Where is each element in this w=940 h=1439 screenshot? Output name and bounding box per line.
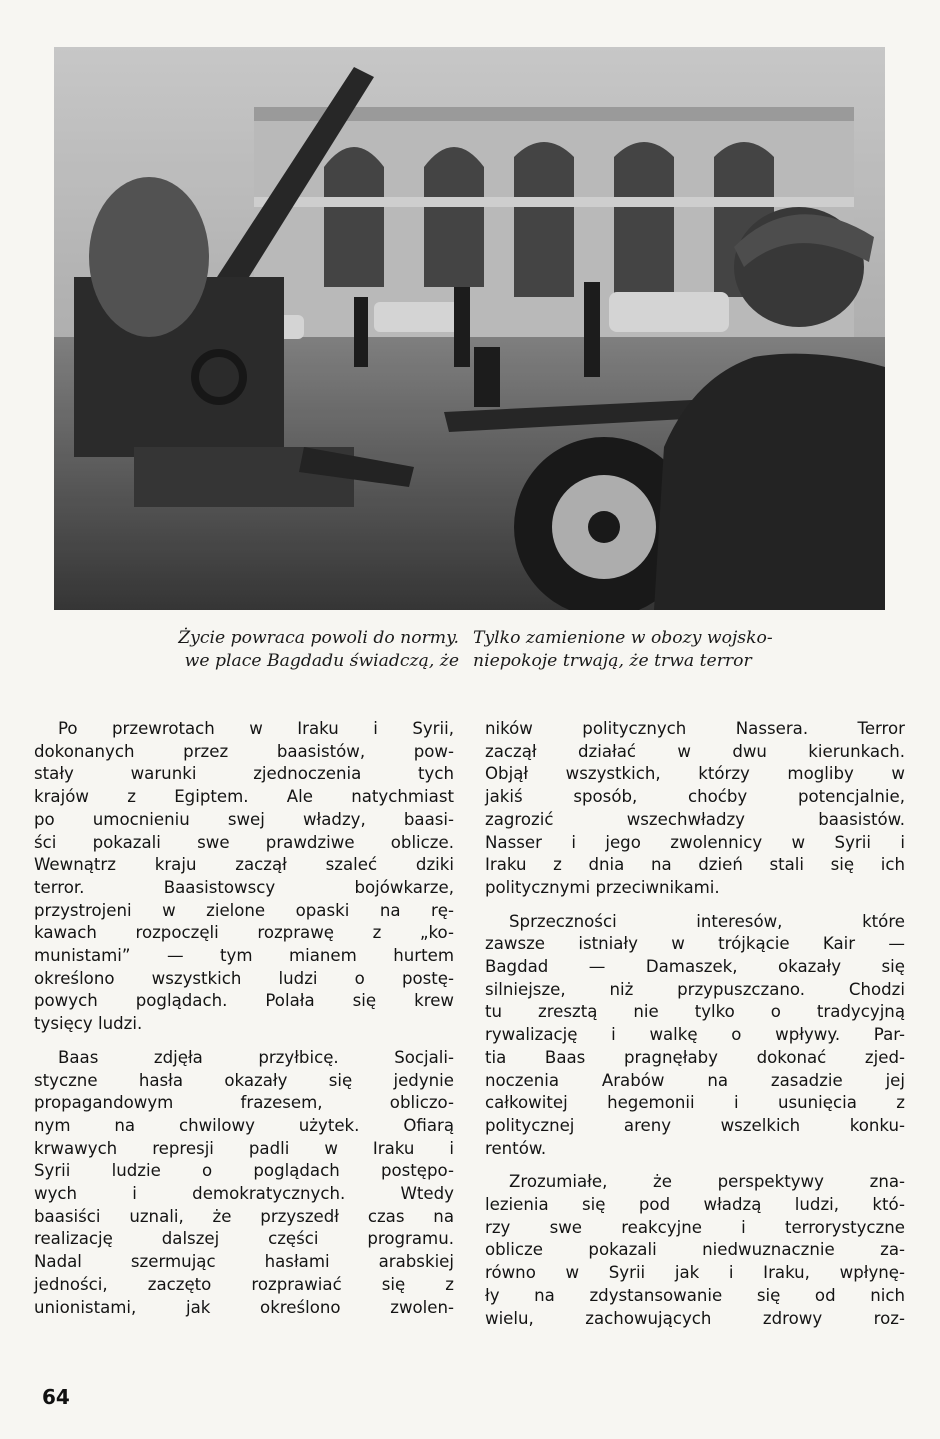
text-line: rywalizację i walkę o wpływy. Par- — [485, 1025, 905, 1045]
text-line: Sprzeczności interesów, które — [509, 911, 905, 931]
caption-left — [36, 627, 471, 673]
text-line: dokonanych przez baasistów, pow- — [34, 741, 454, 761]
caption-line: Tylko zamienione w obozy wojsko- — [473, 628, 773, 648]
text-line: ników politycznych Nassera. Terror — [485, 719, 905, 738]
text-line: propagandowym frazesem, obliczo- — [34, 1093, 454, 1113]
caption-line: niepokoje trwają, że trwa terror — [473, 651, 752, 671]
text-line: politycznej areny wszelkich konku- — [485, 1115, 905, 1135]
text-line: lezienia się pod władzą ludzi, któ- — [485, 1195, 905, 1215]
text-line: Wewnątrz kraju zaczął szaleć dziki — [34, 855, 454, 875]
text-line: Baas zdjęła przyłbicę. Socjali- — [58, 1047, 454, 1067]
text-line: oblicze pokazali niedwuznacznie za- — [485, 1240, 905, 1260]
text-line: stały warunki zjednoczenia tych — [34, 764, 454, 784]
text-line: unionistami, jak określono zwolen- — [34, 1297, 454, 1317]
text-line: styczne hasła okazały się jedynie — [34, 1070, 454, 1090]
text-line: noczenia Arabów na zasadzie jej — [485, 1070, 905, 1090]
text-line: baasiści uznali, że przyszedł czas na — [34, 1206, 454, 1226]
text-line: określono wszystkich ludzi o postę- — [34, 968, 454, 988]
article-column-right — [485, 718, 905, 1330]
text-line: munistami” — tym mianem hurtem — [34, 946, 454, 966]
text-line: zagrozić wszechwładzy baasistów. — [485, 809, 905, 829]
text-line: politycznymi przeciwnikami. — [485, 877, 720, 897]
text-line: Syrii ludzie o poglądach postępo- — [34, 1161, 454, 1181]
paragraph — [34, 1047, 454, 1319]
text-line: krajów z Egiptem. Ale natychmiast — [34, 787, 454, 807]
photo-image-icon — [54, 47, 885, 610]
text-line: kawach rozpoczęli rozprawę z „ko- — [34, 923, 454, 943]
photo-caption — [36, 627, 906, 673]
text-line: nym na chwilowy użytek. Ofiarą — [34, 1115, 454, 1135]
text-line: powych poglądach. Polała się krew — [34, 991, 454, 1011]
text-line: Iraku z dnia na dzień stali się ich — [485, 855, 905, 875]
text-line: Nasser i jego zwolennicy w Syrii i — [485, 832, 905, 852]
text-line: ści pokazali swe prawdziwe oblicze. — [34, 832, 454, 852]
text-line: równo w Syrii jak i Iraku, wpłynę- — [485, 1263, 905, 1283]
page-number: 64 — [42, 1385, 70, 1409]
paragraph — [485, 911, 905, 1161]
text-line: silniejsze, niż przypuszczano. Chodzi — [485, 979, 905, 999]
text-line: wielu, zachowujących zdrowy roz- — [485, 1308, 905, 1328]
text-line: Objął wszystkich, którzy mogliby w — [485, 764, 905, 784]
news-photo — [54, 47, 885, 610]
text-line: Zrozumiałe, że perspektywy zna- — [509, 1172, 905, 1192]
text-line: jakiś sposób, choćby potencjalnie, — [485, 787, 905, 807]
paragraph — [34, 718, 454, 1036]
text-line: tia Baas pragnęłaby dokonać zjed- — [485, 1047, 905, 1067]
caption-line: Życie powraca powoli do normy. — [178, 628, 459, 648]
text-line: rentów. — [485, 1138, 547, 1158]
text-line: wych i demokratycznych. Wtedy — [34, 1184, 454, 1204]
paragraph — [485, 1171, 905, 1330]
text-line: ły na zdystansowanie się od nich — [485, 1285, 905, 1305]
text-line: rzy swe reakcyjne i terrorystyczne — [485, 1217, 905, 1237]
paragraph — [485, 718, 905, 900]
text-line: po umocnieniu swej władzy, baasi- — [34, 809, 454, 829]
text-line: Bagdad — Damaszek, okazały się — [485, 957, 905, 977]
text-line: realizację dalszej części programu. — [34, 1229, 454, 1249]
text-line: tu zresztą nie tylko o tradycyjną — [485, 1002, 905, 1022]
text-line: terror. Baasistowscy bojówkarze, — [34, 877, 454, 897]
caption-right — [471, 627, 906, 673]
text-line: Nadal szermując hasłami arabskiej — [34, 1252, 454, 1272]
caption-line: we place Bagdadu świadczą, że — [184, 651, 459, 671]
text-line: jedności, zaczęto rozprawiać się z — [34, 1274, 454, 1294]
text-line: zawsze istniały w trójkącie Kair — — [485, 934, 905, 954]
text-line: całkowitej hegemonii i usunięcia z — [485, 1093, 905, 1113]
text-line: Po przewrotach w Iraku i Syrii, — [58, 719, 454, 738]
text-line: krwawych represji padli w Iraku i — [34, 1138, 454, 1158]
article-column-left — [34, 718, 454, 1319]
text-line: zaczął działać w dwu kierunkach. — [485, 741, 905, 761]
text-line: tysięcy ludzi. — [34, 1014, 143, 1034]
text-line: przystrojeni w zielone opaski na rę- — [34, 900, 454, 920]
